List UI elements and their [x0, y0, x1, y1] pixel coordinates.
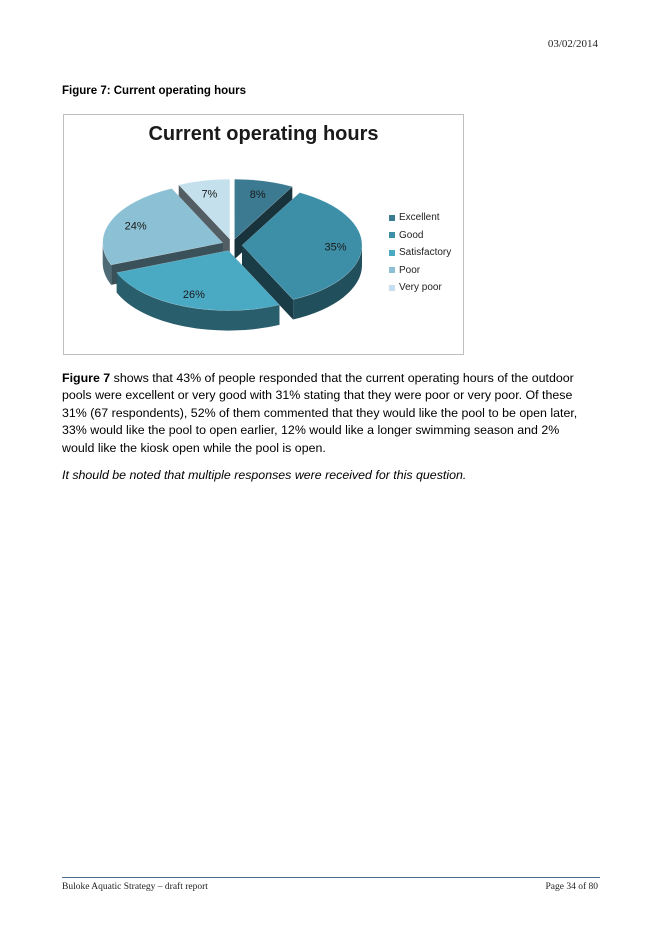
footer-divider — [62, 877, 600, 878]
paragraph-2: It should be noted that multiple responses were received for this question. — [62, 468, 467, 483]
legend-item-good — [389, 227, 451, 245]
chart-title: Current operating hours — [148, 123, 379, 145]
body-text — [62, 370, 582, 494]
data-label-very-poor: 7% — [201, 188, 218, 201]
data-label-good: 35% — [324, 241, 347, 254]
footer-page-number: Page 34 of 80 — [545, 882, 598, 892]
page-date: 03/02/2014 — [547, 38, 598, 50]
data-label-satisfactory: 26% — [182, 289, 205, 302]
legend-item-satisfactory — [389, 244, 451, 262]
paragraph-1-text: shows that 43% of people responded that the current operating hours of the outdoor pools were excellent or very good with 31% stating that they were poor or very poor. Of these 31% (67 respondents), 52% of them commented that they would like the pool to be open later, 33% would like the pool to open earlier, 12% would like a longer swimming season and 2% would like the kiosk open while the pool is open. — [62, 371, 578, 455]
legend-label: Good — [399, 229, 424, 241]
legend-item-poor — [389, 262, 451, 280]
legend-label: Satisfactory — [399, 247, 452, 259]
data-label-poor: 24% — [124, 220, 147, 233]
legend-swatch — [389, 215, 395, 221]
paragraph-1 — [62, 370, 582, 457]
pie-chart — [63, 114, 464, 355]
legend-label: Poor — [399, 264, 421, 276]
legend-swatch — [389, 250, 395, 256]
footer-document-title: Buloke Aquatic Strategy – draft report — [62, 882, 208, 892]
legend-swatch — [389, 285, 395, 291]
legend-swatch — [389, 267, 395, 273]
legend-label: Excellent — [399, 212, 440, 224]
chart-legend — [389, 209, 451, 297]
figure-reference: Figure 7 — [62, 371, 111, 385]
legend-item-very-poor — [389, 279, 451, 297]
legend-label: Very poor — [399, 282, 442, 294]
data-label-excellent: 8% — [249, 188, 266, 201]
legend-item-excellent — [389, 209, 451, 227]
legend-swatch — [389, 232, 395, 238]
figure-caption: Figure 7: Current operating hours — [62, 85, 247, 97]
